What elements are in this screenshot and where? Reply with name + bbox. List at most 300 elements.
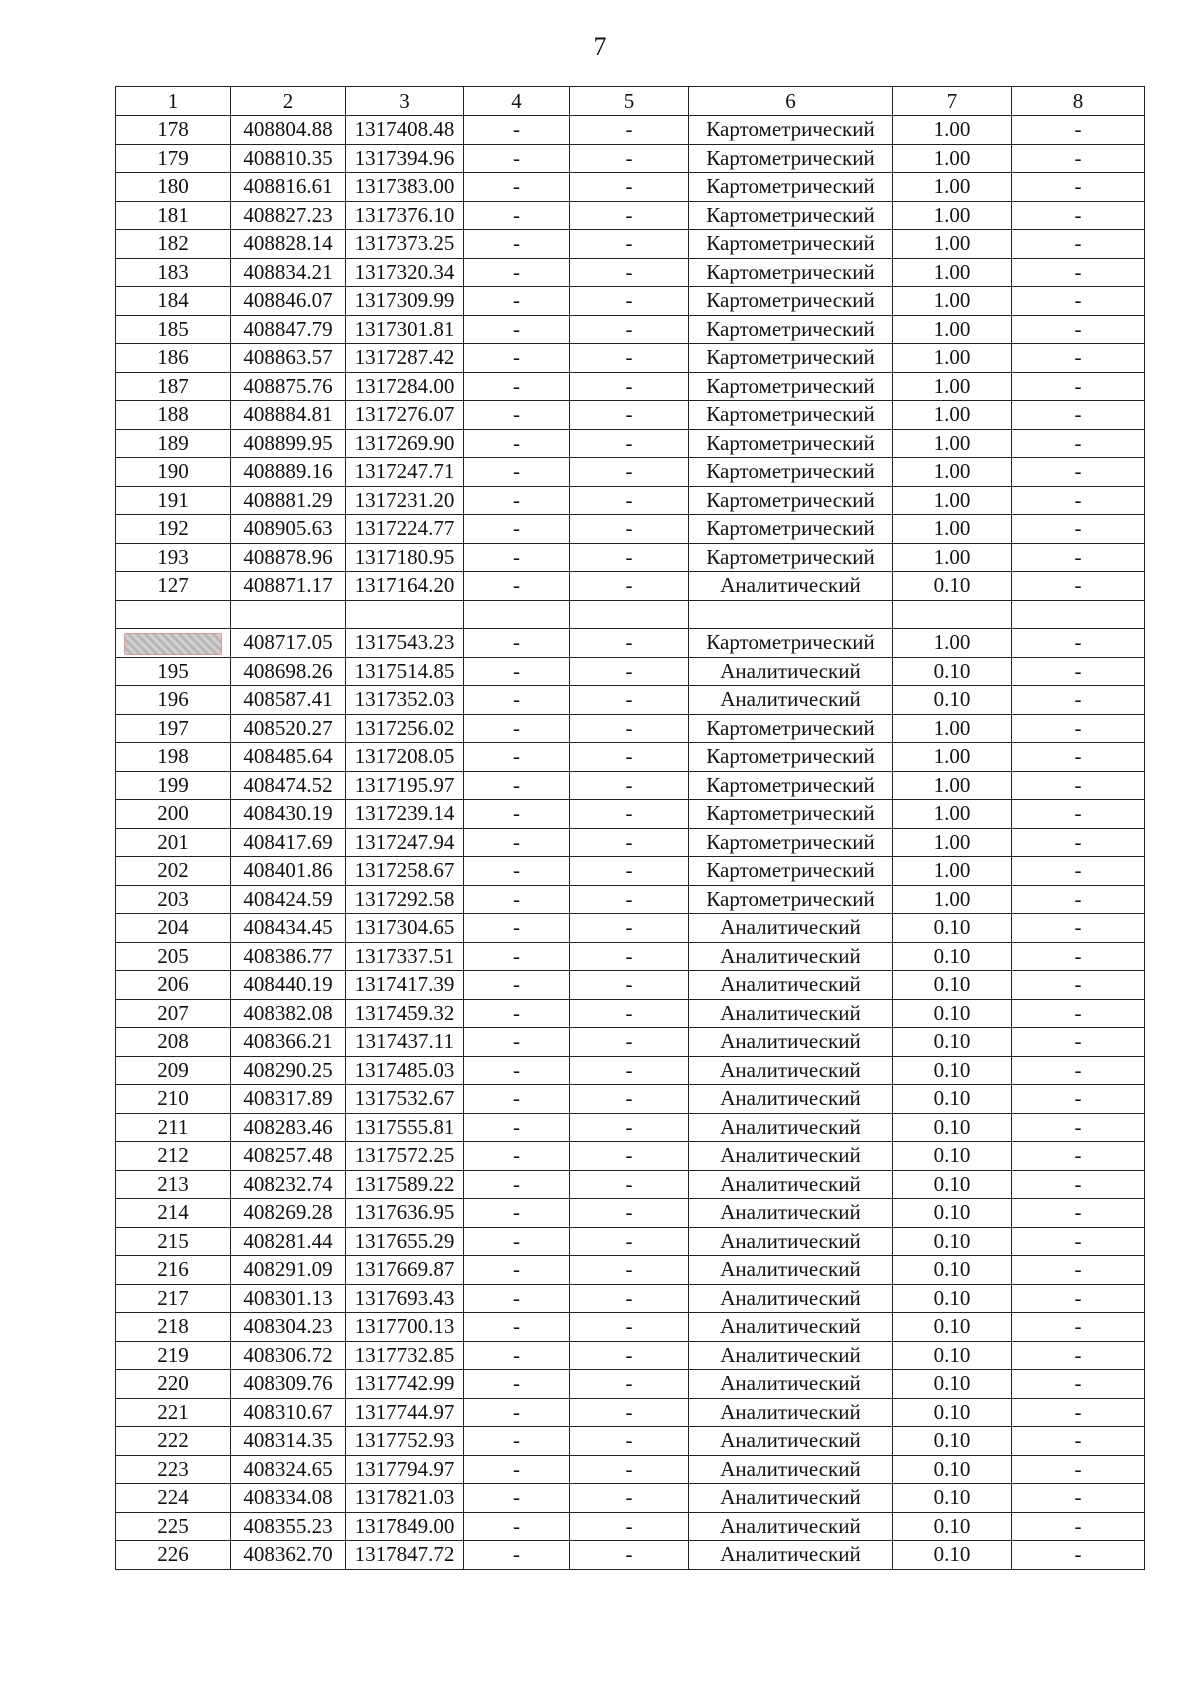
- table-cell-col-1: 207: [116, 999, 231, 1028]
- table-cell-col-8: -: [1012, 1256, 1145, 1285]
- table-cell-col-6: Аналитический: [689, 657, 893, 686]
- table-cell-col-4: -: [464, 686, 570, 715]
- table-row: [116, 1028, 1145, 1057]
- table-cell-col-5: -: [570, 543, 689, 572]
- table-cell-col-4: -: [464, 486, 570, 515]
- table-cell-col-3: 1317373.25: [346, 230, 464, 259]
- table-cell-col-5: -: [570, 144, 689, 173]
- table-cell-col-3: 1317376.10: [346, 201, 464, 230]
- table-cell-col-8: -: [1012, 800, 1145, 829]
- table-cell-col-8: -: [1012, 515, 1145, 544]
- table-cell-col-8: [1012, 600, 1145, 629]
- table-cell-col-7: 0.10: [893, 1227, 1012, 1256]
- table-cell-col-1: 224: [116, 1484, 231, 1513]
- table-cell-col-6: Аналитический: [689, 1341, 893, 1370]
- table-cell-col-3: 1317256.02: [346, 714, 464, 743]
- table-cell-col-4: [464, 600, 570, 629]
- table-cell-col-1: [116, 600, 231, 629]
- table-cell-col-6: Аналитический: [689, 1056, 893, 1085]
- table-cell-col-2: 408314.35: [231, 1427, 346, 1456]
- table-cell-col-4: -: [464, 543, 570, 572]
- table-cell-col-1: 214: [116, 1199, 231, 1228]
- table-cell-col-5: -: [570, 230, 689, 259]
- table-cell-col-1: 213: [116, 1170, 231, 1199]
- table-row: [116, 287, 1145, 316]
- table-cell-col-4: -: [464, 429, 570, 458]
- table-cell-col-1: 199: [116, 771, 231, 800]
- table-cell-col-8: -: [1012, 1199, 1145, 1228]
- table-row: [116, 372, 1145, 401]
- table-row: [116, 1512, 1145, 1541]
- table-cell-col-7: 1.00: [893, 800, 1012, 829]
- table-cell-col-8: -: [1012, 857, 1145, 886]
- table-cell-col-4: -: [464, 201, 570, 230]
- table-cell-col-5: -: [570, 629, 689, 658]
- table-cell-col-3: 1317164.20: [346, 572, 464, 601]
- table-cell-col-6: Картометрический: [689, 344, 893, 373]
- table-cell-col-5: -: [570, 1113, 689, 1142]
- table-cell-col-5: -: [570, 885, 689, 914]
- table-cell-col-7: [893, 600, 1012, 629]
- table-row: [116, 1056, 1145, 1085]
- table-cell-col-1: 221: [116, 1398, 231, 1427]
- table-cell-col-7: 0.10: [893, 1370, 1012, 1399]
- table-cell-col-4: -: [464, 116, 570, 145]
- table-cell-col-3: [346, 600, 464, 629]
- table-cell-col-4: -: [464, 771, 570, 800]
- table-cell-col-4: -: [464, 714, 570, 743]
- table-cell-col-6: Картометрический: [689, 201, 893, 230]
- table-cell-col-2: [231, 600, 346, 629]
- table-cell-col-4: -: [464, 857, 570, 886]
- table-row: [116, 543, 1145, 572]
- table-cell-col-5: -: [570, 515, 689, 544]
- table-cell-col-4: -: [464, 315, 570, 344]
- table-cell-col-3: 1317180.95: [346, 543, 464, 572]
- table-cell-col-2: 408881.29: [231, 486, 346, 515]
- table-cell-col-5: -: [570, 1512, 689, 1541]
- table-cell-col-3: 1317352.03: [346, 686, 464, 715]
- table-cell-col-4: -: [464, 144, 570, 173]
- table-cell-col-8: -: [1012, 1284, 1145, 1313]
- table-cell-col-2: 408386.77: [231, 942, 346, 971]
- table-cell-col-7: 1.00: [893, 372, 1012, 401]
- table-cell-col-2: 408362.70: [231, 1541, 346, 1570]
- table-cell-col-7: 1.00: [893, 714, 1012, 743]
- table-cell-col-2: 408878.96: [231, 543, 346, 572]
- table-cell-col-5: -: [570, 1370, 689, 1399]
- table-cell-col-4: -: [464, 515, 570, 544]
- table-cell-col-6: Картометрический: [689, 287, 893, 316]
- table-cell-col-2: 408382.08: [231, 999, 346, 1028]
- table-cell-col-7: 1.00: [893, 116, 1012, 145]
- table-cell-col-2: 408434.45: [231, 914, 346, 943]
- table-cell-col-6: Картометрический: [689, 458, 893, 487]
- table-cell-col-4: -: [464, 800, 570, 829]
- table-cell-col-8: -: [1012, 885, 1145, 914]
- table-row: [116, 458, 1145, 487]
- table-cell-col-5: -: [570, 486, 689, 515]
- table-cell-col-4: -: [464, 1056, 570, 1085]
- coordinates-table: [115, 86, 1145, 1570]
- table-cell-col-6: Картометрический: [689, 857, 893, 886]
- table-cell-col-8: -: [1012, 743, 1145, 772]
- table-cell-col-2: 408306.72: [231, 1341, 346, 1370]
- table-cell-col-4: -: [464, 1455, 570, 1484]
- table-cell-col-2: 408324.65: [231, 1455, 346, 1484]
- table-cell-col-4: -: [464, 743, 570, 772]
- table-cell-col-2: 408905.63: [231, 515, 346, 544]
- table-cell-col-5: -: [570, 287, 689, 316]
- table-cell-col-7: 1.00: [893, 629, 1012, 658]
- table-cell-col-4: -: [464, 1199, 570, 1228]
- table-cell-col-5: -: [570, 1142, 689, 1171]
- table-cell-col-4: -: [464, 458, 570, 487]
- table-cell-col-1: 218: [116, 1313, 231, 1342]
- table-cell-col-5: -: [570, 1398, 689, 1427]
- table-cell-col-3: 1317408.48: [346, 116, 464, 145]
- table-cell-col-3: 1317239.14: [346, 800, 464, 829]
- table-cell-col-2: 408474.52: [231, 771, 346, 800]
- table-row: [116, 401, 1145, 430]
- table-cell-col-7: 0.10: [893, 572, 1012, 601]
- table-cell-col-2: 408309.76: [231, 1370, 346, 1399]
- table-cell-col-2: 408430.19: [231, 800, 346, 829]
- table-cell-col-1: 201: [116, 828, 231, 857]
- table-row: [116, 201, 1145, 230]
- table-cell-col-6: Картометрический: [689, 230, 893, 259]
- table-cell-col-8: -: [1012, 999, 1145, 1028]
- table-cell-col-2: 408257.48: [231, 1142, 346, 1171]
- table-header: [116, 87, 1145, 116]
- table-cell-col-5: -: [570, 1341, 689, 1370]
- table-cell-col-3: 1317742.99: [346, 1370, 464, 1399]
- table-cell-col-6: Аналитический: [689, 1256, 893, 1285]
- table-cell-col-6: Аналитический: [689, 942, 893, 971]
- table-cell-col-6: Картометрический: [689, 173, 893, 202]
- table-cell-col-6: Картометрический: [689, 629, 893, 658]
- table-cell-col-8: -: [1012, 1484, 1145, 1513]
- table-cell-col-3: 1317485.03: [346, 1056, 464, 1085]
- table-cell-col-6: Картометрический: [689, 885, 893, 914]
- table-cell-col-2: 408281.44: [231, 1227, 346, 1256]
- table-cell-col-5: -: [570, 743, 689, 772]
- table-cell-col-4: -: [464, 1484, 570, 1513]
- table-cell-col-2: 408846.07: [231, 287, 346, 316]
- table-cell-col-3: 1317304.65: [346, 914, 464, 943]
- table-cell-col-8: -: [1012, 1370, 1145, 1399]
- table-row: [116, 230, 1145, 259]
- table-cell-col-5: -: [570, 857, 689, 886]
- table-cell-col-8: -: [1012, 1227, 1145, 1256]
- table-cell-col-3: 1317337.51: [346, 942, 464, 971]
- table-cell-col-8: -: [1012, 1113, 1145, 1142]
- table-row: [116, 1313, 1145, 1342]
- table-cell-col-6: Аналитический: [689, 686, 893, 715]
- table-row: [116, 429, 1145, 458]
- table-cell-col-5: -: [570, 657, 689, 686]
- table-cell-col-1: 178: [116, 116, 231, 145]
- table-row: [116, 600, 1145, 629]
- table-cell-col-3: 1317794.97: [346, 1455, 464, 1484]
- table-row: [116, 1341, 1145, 1370]
- table-cell-col-4: -: [464, 1113, 570, 1142]
- table-row: [116, 1113, 1145, 1142]
- table-cell-col-4: -: [464, 1085, 570, 1114]
- table-cell-col-6: Картометрический: [689, 800, 893, 829]
- table-cell-col-3: 1317700.13: [346, 1313, 464, 1342]
- table-cell-col-2: 408317.89: [231, 1085, 346, 1114]
- table-cell-col-8: -: [1012, 144, 1145, 173]
- table-cell-col-2: 408899.95: [231, 429, 346, 458]
- table-cell-col-3: 1317543.23: [346, 629, 464, 658]
- table-cell-col-7: 1.00: [893, 230, 1012, 259]
- table-cell-col-3: 1317532.67: [346, 1085, 464, 1114]
- table-cell-col-7: 0.10: [893, 657, 1012, 686]
- table-cell-col-1: 181: [116, 201, 231, 230]
- table-cell-col-7: 0.10: [893, 971, 1012, 1000]
- column-header-7: 7: [893, 87, 1012, 116]
- table-cell-col-5: -: [570, 1056, 689, 1085]
- table-cell-col-6: Аналитический: [689, 1170, 893, 1199]
- table-cell-col-7: 0.10: [893, 1541, 1012, 1570]
- table-cell-col-3: 1317744.97: [346, 1398, 464, 1427]
- table-cell-col-8: -: [1012, 1427, 1145, 1456]
- table-cell-col-1: 184: [116, 287, 231, 316]
- table-cell-col-6: Картометрический: [689, 515, 893, 544]
- table-cell-col-8: -: [1012, 686, 1145, 715]
- table-cell-col-1: 208: [116, 1028, 231, 1057]
- table-cell-col-8: -: [1012, 828, 1145, 857]
- table-cell-col-5: -: [570, 999, 689, 1028]
- table-cell-col-8: -: [1012, 714, 1145, 743]
- table-cell-col-7: 0.10: [893, 686, 1012, 715]
- table-cell-col-6: Аналитический: [689, 1427, 893, 1456]
- table-cell-col-5: -: [570, 401, 689, 430]
- table-cell-col-4: -: [464, 885, 570, 914]
- table-cell-col-2: 408304.23: [231, 1313, 346, 1342]
- table-cell-col-6: Картометрический: [689, 714, 893, 743]
- table-cell-col-3: 1317247.94: [346, 828, 464, 857]
- column-header-8: 8: [1012, 87, 1145, 116]
- table-cell-col-7: 0.10: [893, 942, 1012, 971]
- table-cell-col-3: 1317231.20: [346, 486, 464, 515]
- table-cell-col-3: 1317287.42: [346, 344, 464, 373]
- table-cell-col-8: -: [1012, 657, 1145, 686]
- table-cell-col-1: 211: [116, 1113, 231, 1142]
- table-cell-col-3: 1317292.58: [346, 885, 464, 914]
- table-cell-col-2: 408283.46: [231, 1113, 346, 1142]
- table-cell-col-5: -: [570, 1484, 689, 1513]
- table-row: [116, 344, 1145, 373]
- table-row: [116, 1370, 1145, 1399]
- table-cell-col-5: -: [570, 344, 689, 373]
- column-header-2: 2: [231, 87, 346, 116]
- table-row: [116, 1284, 1145, 1313]
- table-row: [116, 515, 1145, 544]
- table-cell-col-4: -: [464, 1341, 570, 1370]
- table-cell-col-7: 1.00: [893, 287, 1012, 316]
- table-cell-col-8: -: [1012, 486, 1145, 515]
- table-cell-col-5: -: [570, 1313, 689, 1342]
- table-row: [116, 971, 1145, 1000]
- table-cell-col-8: -: [1012, 230, 1145, 259]
- table-cell-col-3: 1317555.81: [346, 1113, 464, 1142]
- table-cell-col-3: 1317514.85: [346, 657, 464, 686]
- table-cell-col-1: 212: [116, 1142, 231, 1171]
- table-cell-col-1: 187: [116, 372, 231, 401]
- table-cell-col-6: Аналитический: [689, 1455, 893, 1484]
- table-cell-col-5: -: [570, 828, 689, 857]
- table-cell-col-6: Аналитический: [689, 1113, 893, 1142]
- table-cell-col-5: -: [570, 1199, 689, 1228]
- table-cell-col-7: 0.10: [893, 1028, 1012, 1057]
- table-cell-col-6: [689, 600, 893, 629]
- column-header-3: 3: [346, 87, 464, 116]
- table-cell-col-8: -: [1012, 1341, 1145, 1370]
- table-cell-col-7: 0.10: [893, 1142, 1012, 1171]
- table-cell-col-5: -: [570, 1085, 689, 1114]
- table-cell-col-1: 202: [116, 857, 231, 886]
- table-cell-col-2: 408366.21: [231, 1028, 346, 1057]
- table-cell-col-6: Аналитический: [689, 1484, 893, 1513]
- table-cell-col-8: -: [1012, 401, 1145, 430]
- table-cell-col-6: Аналитический: [689, 1199, 893, 1228]
- table-row: [116, 914, 1145, 943]
- table-cell-col-2: 408520.27: [231, 714, 346, 743]
- table-cell-col-1: 204: [116, 914, 231, 943]
- table-cell-col-3: 1317849.00: [346, 1512, 464, 1541]
- table-cell-col-5: -: [570, 1256, 689, 1285]
- table-cell-col-3: 1317752.93: [346, 1427, 464, 1456]
- table-cell-col-2: 408401.86: [231, 857, 346, 886]
- table-cell-col-8: -: [1012, 1541, 1145, 1570]
- table-cell-col-7: 0.10: [893, 1512, 1012, 1541]
- table-cell-col-3: 1317383.00: [346, 173, 464, 202]
- table-cell-col-7: 1.00: [893, 857, 1012, 886]
- table-cell-col-3: 1317847.72: [346, 1541, 464, 1570]
- table-cell-col-4: -: [464, 173, 570, 202]
- table-cell-col-3: 1317309.99: [346, 287, 464, 316]
- table-cell-col-7: 1.00: [893, 458, 1012, 487]
- table-cell-col-7: 0.10: [893, 1113, 1012, 1142]
- table-row: [116, 1455, 1145, 1484]
- table-cell-col-7: 0.10: [893, 1056, 1012, 1085]
- table-cell-col-3: 1317247.71: [346, 458, 464, 487]
- table-row: [116, 629, 1145, 658]
- table-cell-col-1: 215: [116, 1227, 231, 1256]
- table-cell-col-8: -: [1012, 173, 1145, 202]
- table-cell-col-8: -: [1012, 942, 1145, 971]
- table-cell-col-1: 200: [116, 800, 231, 829]
- table-cell-col-5: -: [570, 714, 689, 743]
- table-cell-col-1: 205: [116, 942, 231, 971]
- table-cell-col-1: 191: [116, 486, 231, 515]
- table-cell-col-2: 408355.23: [231, 1512, 346, 1541]
- table-cell-col-5: -: [570, 971, 689, 1000]
- table-cell-col-4: -: [464, 1427, 570, 1456]
- table-cell-col-6: Аналитический: [689, 1313, 893, 1342]
- header-row: [116, 87, 1145, 116]
- table-cell-col-8: -: [1012, 1398, 1145, 1427]
- table-row: [116, 1142, 1145, 1171]
- table-cell-col-1: 216: [116, 1256, 231, 1285]
- table-cell-col-8: -: [1012, 201, 1145, 230]
- table-cell-col-2: 408301.13: [231, 1284, 346, 1313]
- table-cell-col-8: -: [1012, 914, 1145, 943]
- table-cell-col-6: Картометрический: [689, 315, 893, 344]
- table-cell-col-1: 220: [116, 1370, 231, 1399]
- table-cell-col-7: 0.10: [893, 914, 1012, 943]
- table-cell-col-5: -: [570, 201, 689, 230]
- table-cell-col-2: 408884.81: [231, 401, 346, 430]
- table-cell-col-5: -: [570, 429, 689, 458]
- table-row: [116, 743, 1145, 772]
- table-cell-col-7: 1.00: [893, 543, 1012, 572]
- table-cell-col-3: 1317258.67: [346, 857, 464, 886]
- table-cell-col-1: [116, 629, 231, 658]
- table-cell-col-7: 0.10: [893, 1455, 1012, 1484]
- table-cell-col-5: -: [570, 1541, 689, 1570]
- table-cell-col-7: 1.00: [893, 771, 1012, 800]
- table-row: [116, 771, 1145, 800]
- table-cell-col-6: Аналитический: [689, 1541, 893, 1570]
- table-cell-col-3: 1317572.25: [346, 1142, 464, 1171]
- table-cell-col-7: 1.00: [893, 885, 1012, 914]
- table-cell-col-8: -: [1012, 1056, 1145, 1085]
- table-cell-col-7: 1.00: [893, 201, 1012, 230]
- table-cell-col-3: 1317417.39: [346, 971, 464, 1000]
- table-cell-col-1: 198: [116, 743, 231, 772]
- table-cell-col-2: 408424.59: [231, 885, 346, 914]
- table-cell-col-4: -: [464, 1541, 570, 1570]
- table-cell-col-3: 1317276.07: [346, 401, 464, 430]
- table-cell-col-4: -: [464, 1370, 570, 1399]
- table-cell-col-6: Аналитический: [689, 1370, 893, 1399]
- table-cell-col-5: -: [570, 1427, 689, 1456]
- table-cell-col-1: 210: [116, 1085, 231, 1114]
- page-number: 7: [593, 32, 607, 61]
- table-cell-col-4: -: [464, 258, 570, 287]
- table-cell-col-2: 408587.41: [231, 686, 346, 715]
- table-cell-col-2: 408863.57: [231, 344, 346, 373]
- table-cell-col-5: -: [570, 1455, 689, 1484]
- table-cell-col-6: Аналитический: [689, 999, 893, 1028]
- table-cell-col-5: -: [570, 914, 689, 943]
- table-cell-col-7: 1.00: [893, 144, 1012, 173]
- table-row: [116, 828, 1145, 857]
- table-cell-col-2: 408889.16: [231, 458, 346, 487]
- table-cell-col-1: 195: [116, 657, 231, 686]
- table-cell-col-4: -: [464, 1170, 570, 1199]
- table-cell-col-4: -: [464, 1512, 570, 1541]
- table-cell-col-2: 408827.23: [231, 201, 346, 230]
- table-cell-col-8: -: [1012, 1455, 1145, 1484]
- table-row: [116, 1541, 1145, 1570]
- table-row: [116, 1427, 1145, 1456]
- table-cell-col-5: -: [570, 258, 689, 287]
- table-cell-col-6: Аналитический: [689, 1227, 893, 1256]
- table-row: [116, 857, 1145, 886]
- table-cell-col-2: 408291.09: [231, 1256, 346, 1285]
- table-cell-col-7: 0.10: [893, 1427, 1012, 1456]
- table-cell-col-5: -: [570, 372, 689, 401]
- column-header-4: 4: [464, 87, 570, 116]
- table-cell-col-4: -: [464, 372, 570, 401]
- table-cell-col-1: 189: [116, 429, 231, 458]
- table-cell-col-1: 186: [116, 344, 231, 373]
- table-row: [116, 714, 1145, 743]
